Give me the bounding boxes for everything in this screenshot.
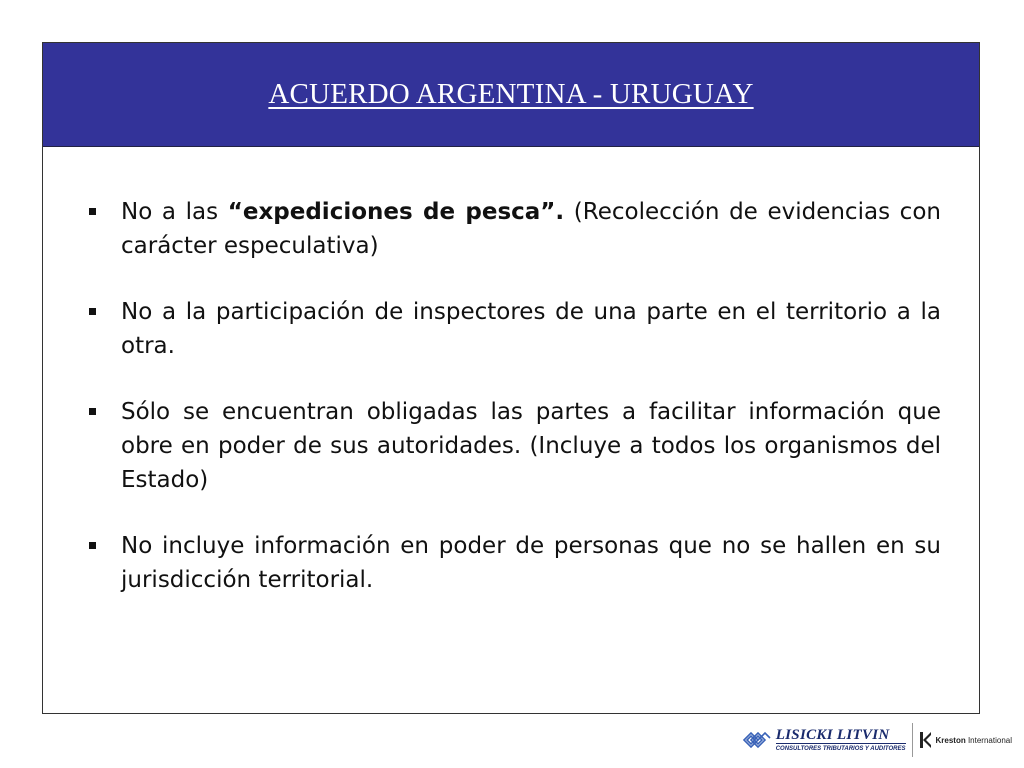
lisicki-emblem-icon: [742, 727, 772, 753]
title-band: [43, 43, 979, 147]
kreston-logo: [919, 731, 1013, 749]
bullet-text-suffix: (Recolección de evidencias con carácter especulativa): [121, 199, 941, 259]
square-bullet-icon: [89, 408, 96, 415]
lisicki-logo-name: LISICKI LITVIN: [775, 726, 890, 743]
square-bullet-icon: [89, 542, 96, 549]
footer-logos: [742, 718, 1012, 762]
bullet-item: [87, 395, 941, 497]
kreston-logo-name: Kreston: [935, 735, 966, 745]
square-bullet-icon: [89, 308, 96, 315]
slide-frame: [42, 42, 980, 714]
bullet-text: No incluye información en poder de personas que no se hallen en su jurisdicción territorial.: [121, 533, 941, 593]
bullet-item: [87, 295, 941, 363]
logo-divider: [912, 723, 913, 757]
bullet-text-bold: “expediciones de pesca”.: [227, 199, 565, 225]
kreston-logo-text: [936, 736, 1013, 745]
lisicki-logo-tagline: CONSULTORES TRIBUTARIOS Y AUDITORES: [776, 743, 906, 754]
lisicki-litvin-logo: [742, 727, 906, 754]
slide-title: ACUERDO ARGENTINA - URUGUAY: [268, 78, 754, 110]
kreston-logo-suffix: International: [965, 735, 1012, 745]
kreston-emblem-icon: [919, 731, 933, 749]
bullet-text: No a la participación de inspectores de una parte en el territorio a la otra.: [121, 299, 941, 359]
bullet-text: Sólo se encuentran obligadas las partes a facilitar información que obre en poder de sus autoridades. (Incluye a todos los organismos del Estado): [121, 399, 941, 493]
bullet-text-prefix: No a las: [121, 199, 228, 225]
bullet-list: [87, 195, 941, 629]
bullet-item: [87, 529, 941, 597]
square-bullet-icon: [89, 208, 96, 215]
bullet-item: [87, 195, 941, 263]
